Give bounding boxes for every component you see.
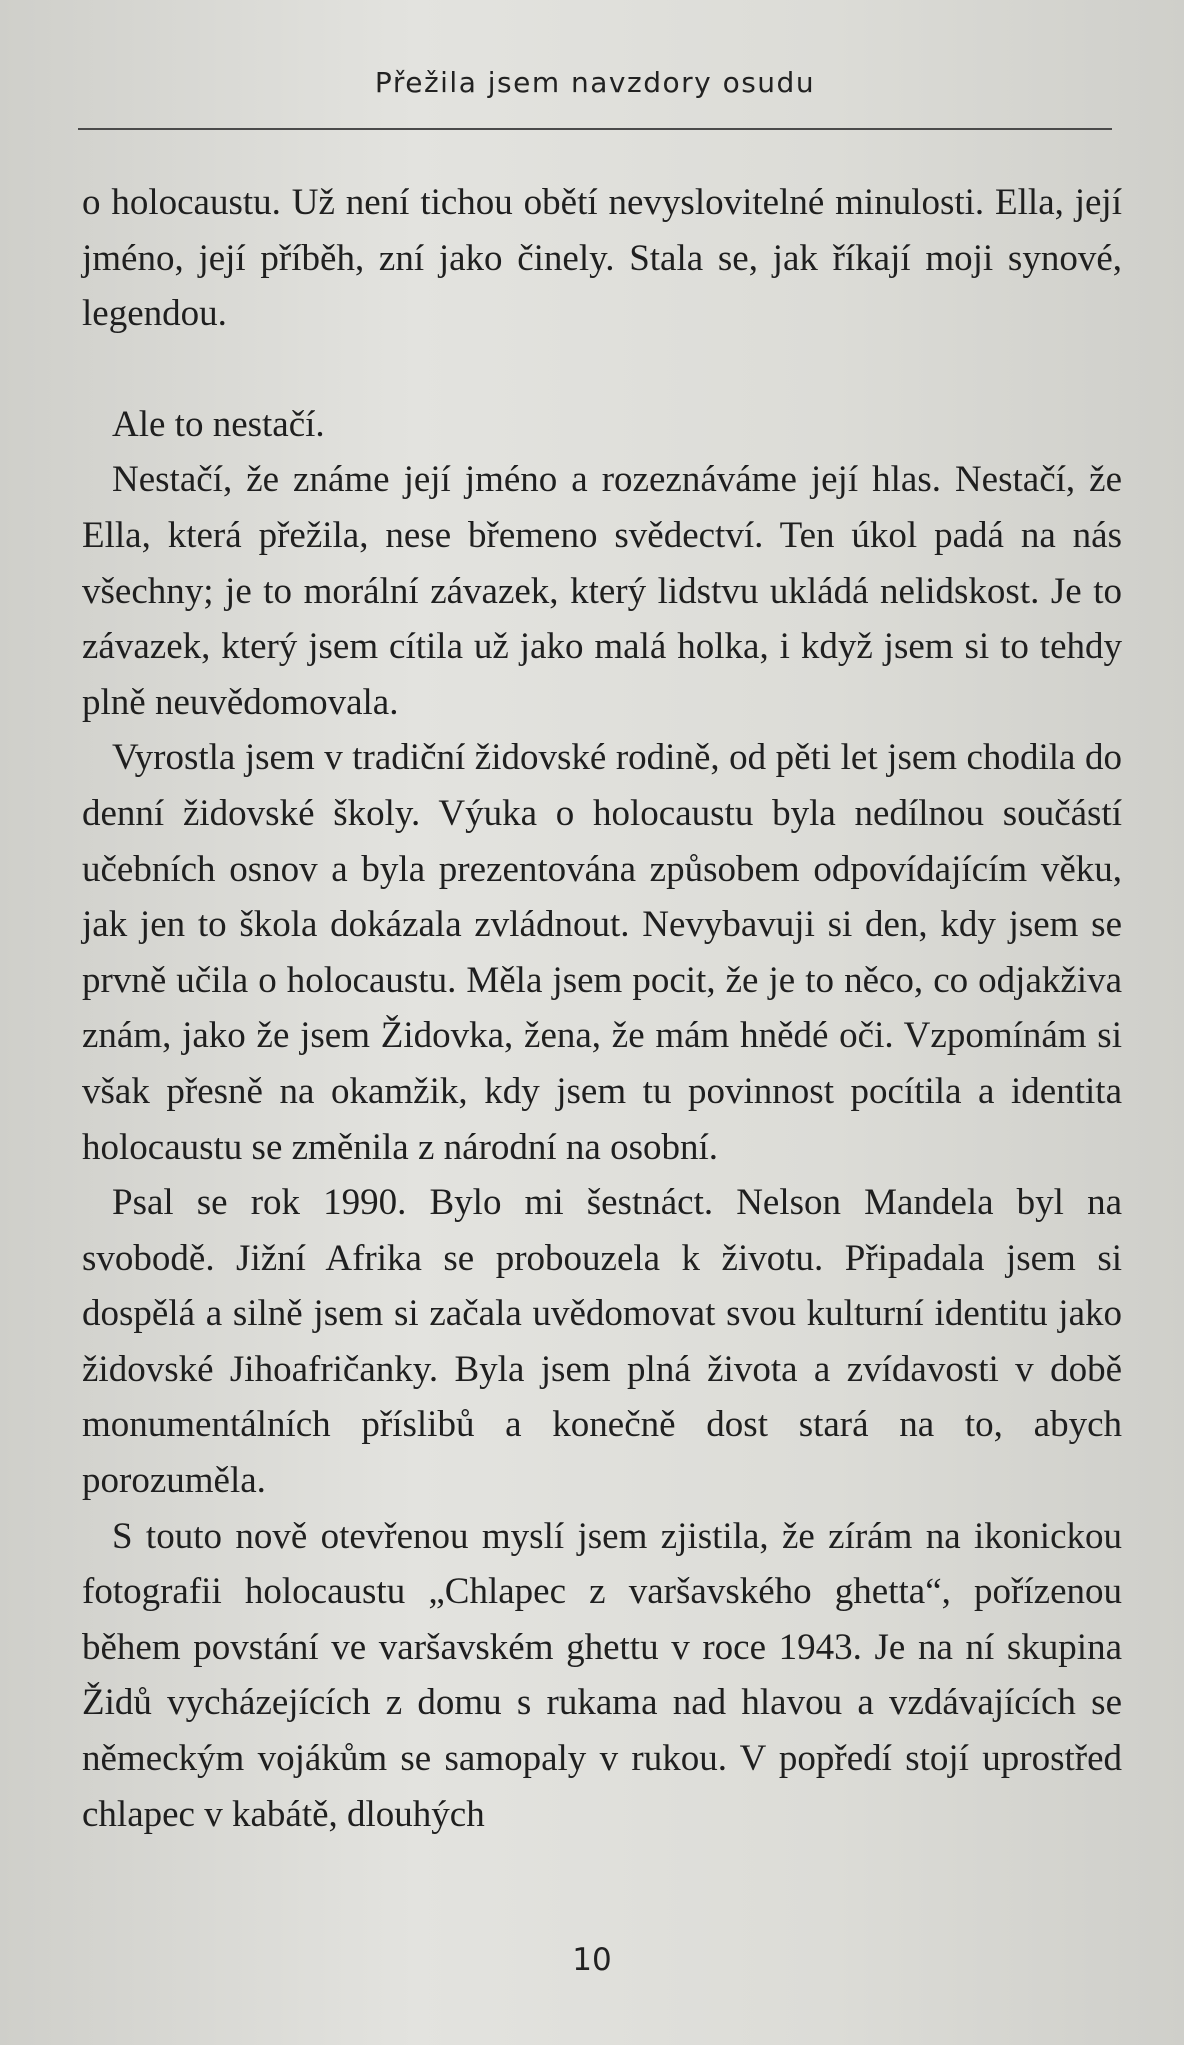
- page-number: 10: [572, 1942, 612, 1978]
- paragraph-continuation: o holocaustu. Už není tichou obětí nevyslovitelné minulosti. Ella, její jméno, její příběh, zní jako činely. Stala se, jak říkají moji synové, legendou.: [82, 182, 1122, 335]
- paragraph: Psal se rok 1990. Bylo mi šestnáct. Nelson Mandela byl na svobodě. Jižní Afrika se probouzela k životu. Připadala jsem si dospělá a silně jsem si začala uvědomovat svou kulturní identitu jako židovské Jihoafričanky. Byla jsem plná života a zvídavosti v době monumentálních příslibů a konečně dost stará na to, abych porozuměla.: [82, 1182, 1122, 1502]
- paragraph: Ale to nestačí.: [112, 403, 325, 445]
- header-rule: [78, 128, 1112, 130]
- paragraph: Nestačí, že známe její jméno a rozeznáváme její hlas. Nestačí, že Ella, která přežila, nese břemeno svědectví. Ten úkol padá na nás všechny; je to morální závazek, který lidstvu ukládá nelidskost. Je to závazek, který jsem cítila už jako malá holka, i když jsem si to tehdy plně neuvědomovala.: [82, 459, 1122, 723]
- paragraph: Vyrostla jsem v tradiční židovské rodině, od pěti let jsem chodila do denní židovské školy. Výuka o holocaustu byla nedílnou součástí učebních osnov a byla prezentována způsobem odpovídajícím věku, jak jen to škola dokázala zvládnout. Nevybavuji si den, kdy jsem se prvně učila o holocaustu. Měla jsem pocit, že je to něco, co odjakživa znám, jako že jsem Židovka, žena, že mám hnědé oči. Vzpomínám si však přesně na okamžik, kdy jsem tu povinnost pocítila a identita holocaustu se změnila z národní na osobní.: [82, 737, 1122, 1168]
- body-text: [82, 175, 1122, 1842]
- paragraph: S touto nově otevřenou myslí jsem zjistila, že zírám na ikonickou fotografii holocaustu „Chlapec z varšavského ghetta“, pořízenou během povstání ve varšavském ghettu v roce 1943. Je na ní skupina Židů vycházejících z domu s rukama nad hlavou a vzdávajících se německým vojákům se samopaly v rukou. V popředí stojí uprostřed chlapec v kabátě, dlouhých: [82, 1515, 1122, 1835]
- running-header: Přežila jsem navzdory osudu: [374, 66, 816, 99]
